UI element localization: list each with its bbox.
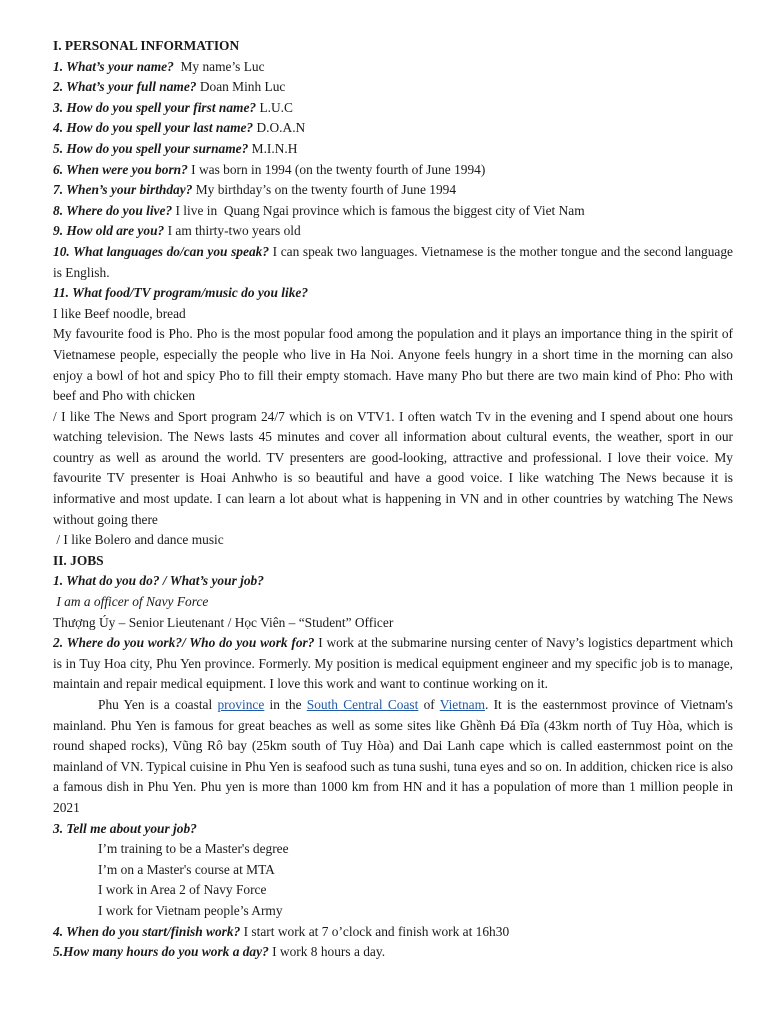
music-paragraph: / I like Bolero and dance music xyxy=(53,532,224,548)
answer-officer: I am a officer of Navy Force xyxy=(53,594,209,610)
qa-hours xyxy=(53,942,733,963)
food-paragraph: My favourite food is Pho. Pho is the most popular food among the population and it plays an importance thing in the spirit of Vietnamese people, especially the people who live in Ha Noi. Anyone feels hungry in a short time in the morning can also enjoy a bowl of hot and spicy Pho to fill their empty stomach. Have many Pho but there are two main kind of Pho: Pho with beef and Pho with chicken xyxy=(53,326,733,404)
question: 7. When’s your birthday? xyxy=(53,182,193,198)
food-short-paragraph: I like Beef noodle, bread xyxy=(53,305,186,321)
answer: I work at the submarine nursing center of Navy’s logistics department which is in Tuy Hoa city, Phu Yen province. Formerly. My position is medical equipment engineer and my specific job is to manage, maintain and repair medical equipment. I love this work and want to continue working on it. xyxy=(53,635,734,692)
job-line: I’m on a Master's course at MTA xyxy=(98,861,275,877)
answer: L.U.C xyxy=(256,99,293,115)
text: . It is the easternmost province of Vietnam's mainland. Phu Yen is famous for great beaches as well as some sites like Ghềnh Đá Đĩa (43km north of Tuy Hòa, which is round shaped rocks), Vũng Rô bay (25km south of Tuy Hòa) and Dai Lanh cape which is called easternmost point on the mainland of VN. Typical cuisine in Phu Yen is seafood such as tuna sushi, tuna eyes and so on. In addition, chicken rice is also a famous dish in Phu Yen. Phu yen is more than 1000 km from HN and it has a population of more than 1 million people in 2021 xyxy=(53,697,734,815)
link-south-central-coast[interactable]: South Central Coast xyxy=(306,697,419,712)
question: 4. How do you spell your last name? xyxy=(53,120,254,136)
question: 8. Where do you live? xyxy=(53,202,173,218)
question: 6. When were you born? xyxy=(53,161,188,177)
qa-age xyxy=(53,221,733,242)
question: 5. How do you spell your surname? xyxy=(53,140,249,156)
answer: I was born in 1994 (on the twenty fourth of June 1994) xyxy=(187,161,486,177)
text: Phu Yen is a coastal xyxy=(98,697,218,712)
job-line: I’m training to be a Master's degree xyxy=(98,841,289,857)
qa-first-name xyxy=(53,98,733,119)
answer: My name’s Luc xyxy=(173,58,265,74)
qa-surname xyxy=(53,139,733,160)
text: in the xyxy=(264,697,307,712)
job-line: I work for Vietnam people’s Army xyxy=(98,902,283,918)
text: of xyxy=(418,697,440,712)
qa-full-name xyxy=(53,77,733,98)
answer: Doan Minh Luc xyxy=(196,79,286,95)
question: 5.How many hours do you work a day? xyxy=(53,944,269,960)
answer: My birthday’s on the twenty fourth of June 1994 xyxy=(192,182,457,198)
answer: I start work at 7 o’clock and finish work at 16h30 xyxy=(240,923,510,939)
section-heading-personal-information: I. PERSONAL INFORMATION xyxy=(53,38,240,53)
tv-paragraph: / I like The News and Sport program 24/7 which is on VTV1. I often watch Tv in the evening and I spend about one hours watching television. The News lasts 45 minutes and cover all information about cultural events, the weather, sport in our country as well as around the world. TV presenters are good-looking, attractive and professional. I love their voice. My favourite TV presenter is Hoai Anhwho is so beautiful and have a good voice. I like watching The News because it is informative and most update. I can learn a lot about what is happening in VN and in other countries by watching The News without going there xyxy=(53,408,733,527)
answer: D.O.A.N xyxy=(253,120,306,136)
answer: I live in Quang Ngai province which is famous the biggest city of Viet Nam xyxy=(172,202,585,218)
answer: M.I.N.H xyxy=(248,140,298,156)
link-vietnam[interactable]: Vietnam xyxy=(439,697,486,712)
qa-last-name xyxy=(53,118,733,139)
answer: I can speak two languages. Vietnamese is the mother tongue and the second language is English. xyxy=(53,243,737,280)
question-tell-about-job: 3. Tell me about your job? xyxy=(53,820,197,836)
qa-start-finish xyxy=(53,922,733,943)
question-what-do-you-do: 1. What do you do? / What’s your job? xyxy=(53,573,264,589)
job-line: I work in Area 2 of Navy Force xyxy=(98,882,267,898)
question: 10. What languages do/can you speak? xyxy=(53,243,270,259)
question: 3. How do you spell your first name? xyxy=(53,99,257,115)
qa-live xyxy=(53,201,733,222)
qa-name xyxy=(53,57,733,78)
question: 11. What food/TV program/music do you like? xyxy=(53,285,309,301)
qa-where-work xyxy=(53,633,733,695)
link-province[interactable]: province xyxy=(217,697,265,712)
question: 4. When do you start/finish work? xyxy=(53,923,241,939)
qa-born xyxy=(53,160,733,181)
question: 2. What’s your full name? xyxy=(53,79,197,95)
document-page xyxy=(53,36,737,963)
qa-birthday xyxy=(53,180,733,201)
question: 1. What’s your name? xyxy=(53,58,174,74)
answer-rank: Thượng Úy – Senior Lieutenant / Học Viên – “Student” Officer xyxy=(53,614,394,630)
phu-yen-paragraph xyxy=(53,695,733,819)
section-heading-jobs: II. JOBS xyxy=(53,552,104,568)
answer: I am thirty-two years old xyxy=(164,223,301,239)
qa-languages xyxy=(53,242,737,283)
qa-likes xyxy=(53,283,733,304)
answer: I work 8 hours a day. xyxy=(268,944,386,960)
question: 9. How old are you? xyxy=(53,223,165,239)
question: 2. Where do you work?/ Who do you work for? xyxy=(53,635,315,651)
